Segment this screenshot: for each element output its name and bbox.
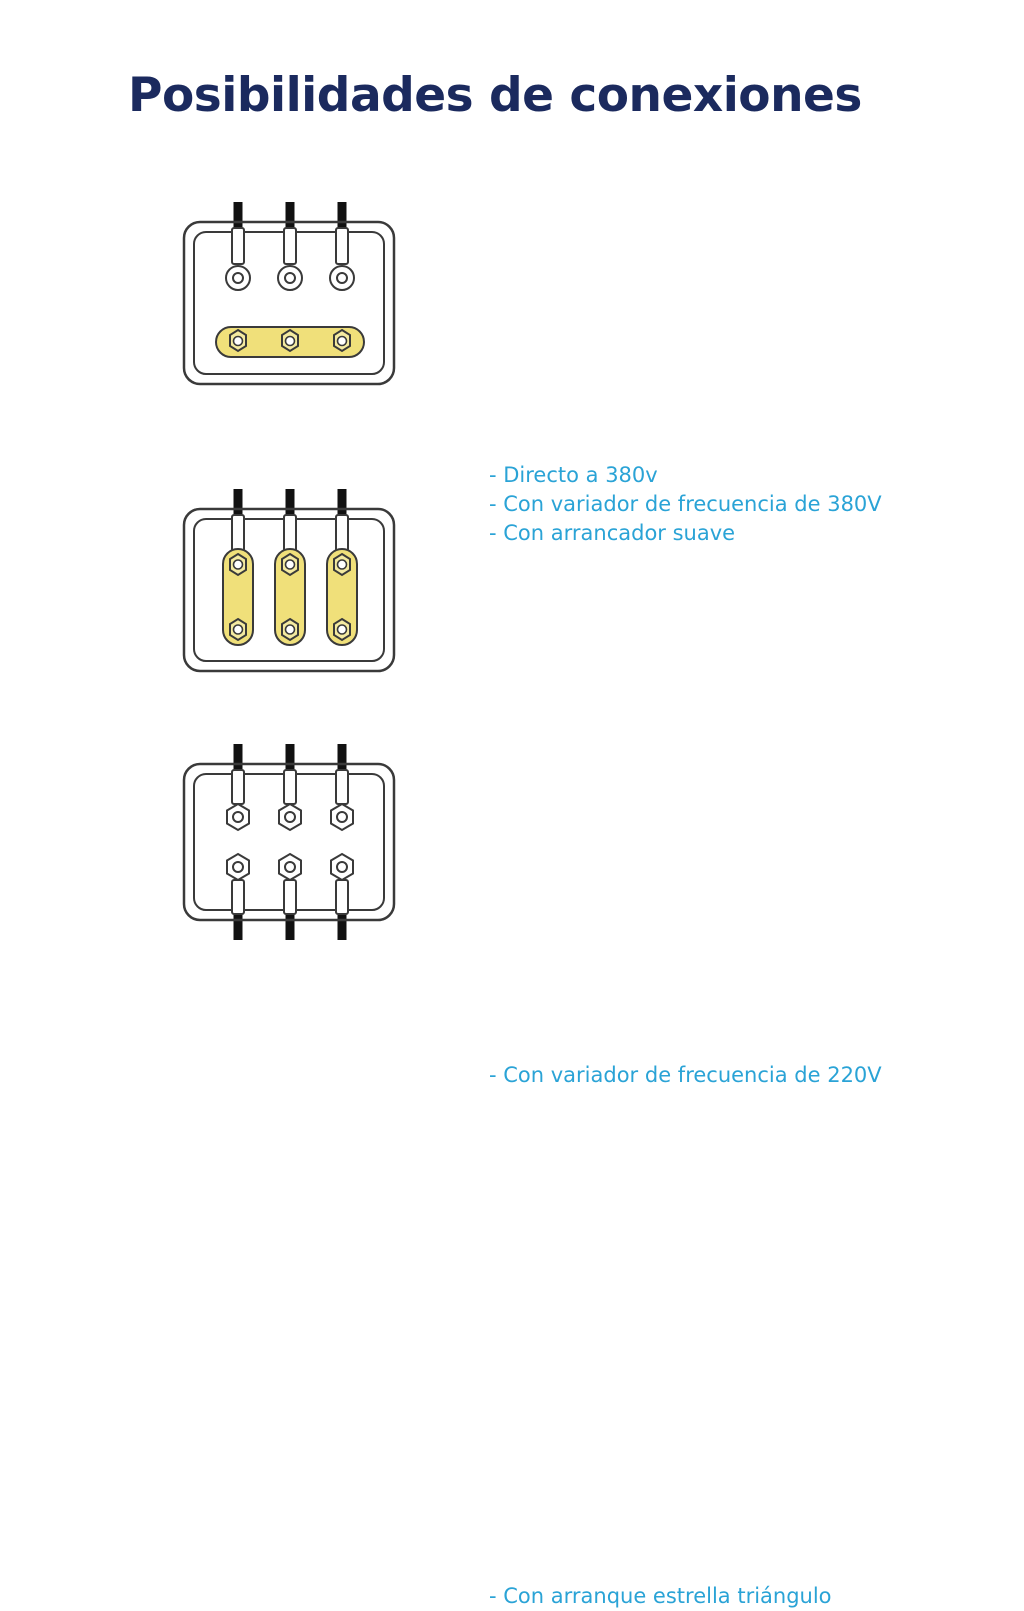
caption-line: - Con arranque estrella triángulo — [489, 1584, 832, 1608]
bridge-bars-vertical — [223, 549, 357, 645]
ferrules-top — [232, 770, 348, 804]
caption-line: - Con arrancador suave — [489, 521, 736, 545]
upper-terminals — [227, 804, 353, 830]
caption-line: - Con variador de frecuencia de 220V — [489, 1063, 882, 1087]
terminal-box-six-lead — [178, 742, 418, 946]
lower-terminals — [227, 854, 353, 880]
diagram-row-2 — [0, 487, 1024, 1087]
ferrules-bottom — [232, 880, 348, 914]
terminal-box-star — [178, 487, 418, 681]
page-title: Posibilidades de conexiones — [128, 68, 862, 123]
ferrules — [232, 515, 348, 551]
caption-diagram-3 — [489, 1582, 832, 1611]
ferrules — [232, 228, 348, 264]
diagram-row-1 — [0, 200, 1024, 545]
caption-line: - Directo a 380v — [489, 463, 658, 487]
caption-diagram-2 — [489, 1061, 882, 1090]
upper-terminals — [226, 266, 354, 290]
bridge-bar-horizontal — [216, 327, 364, 357]
caption-line: - Con variador de frecuencia de 380V — [489, 492, 882, 516]
terminal-box-delta — [178, 200, 418, 394]
